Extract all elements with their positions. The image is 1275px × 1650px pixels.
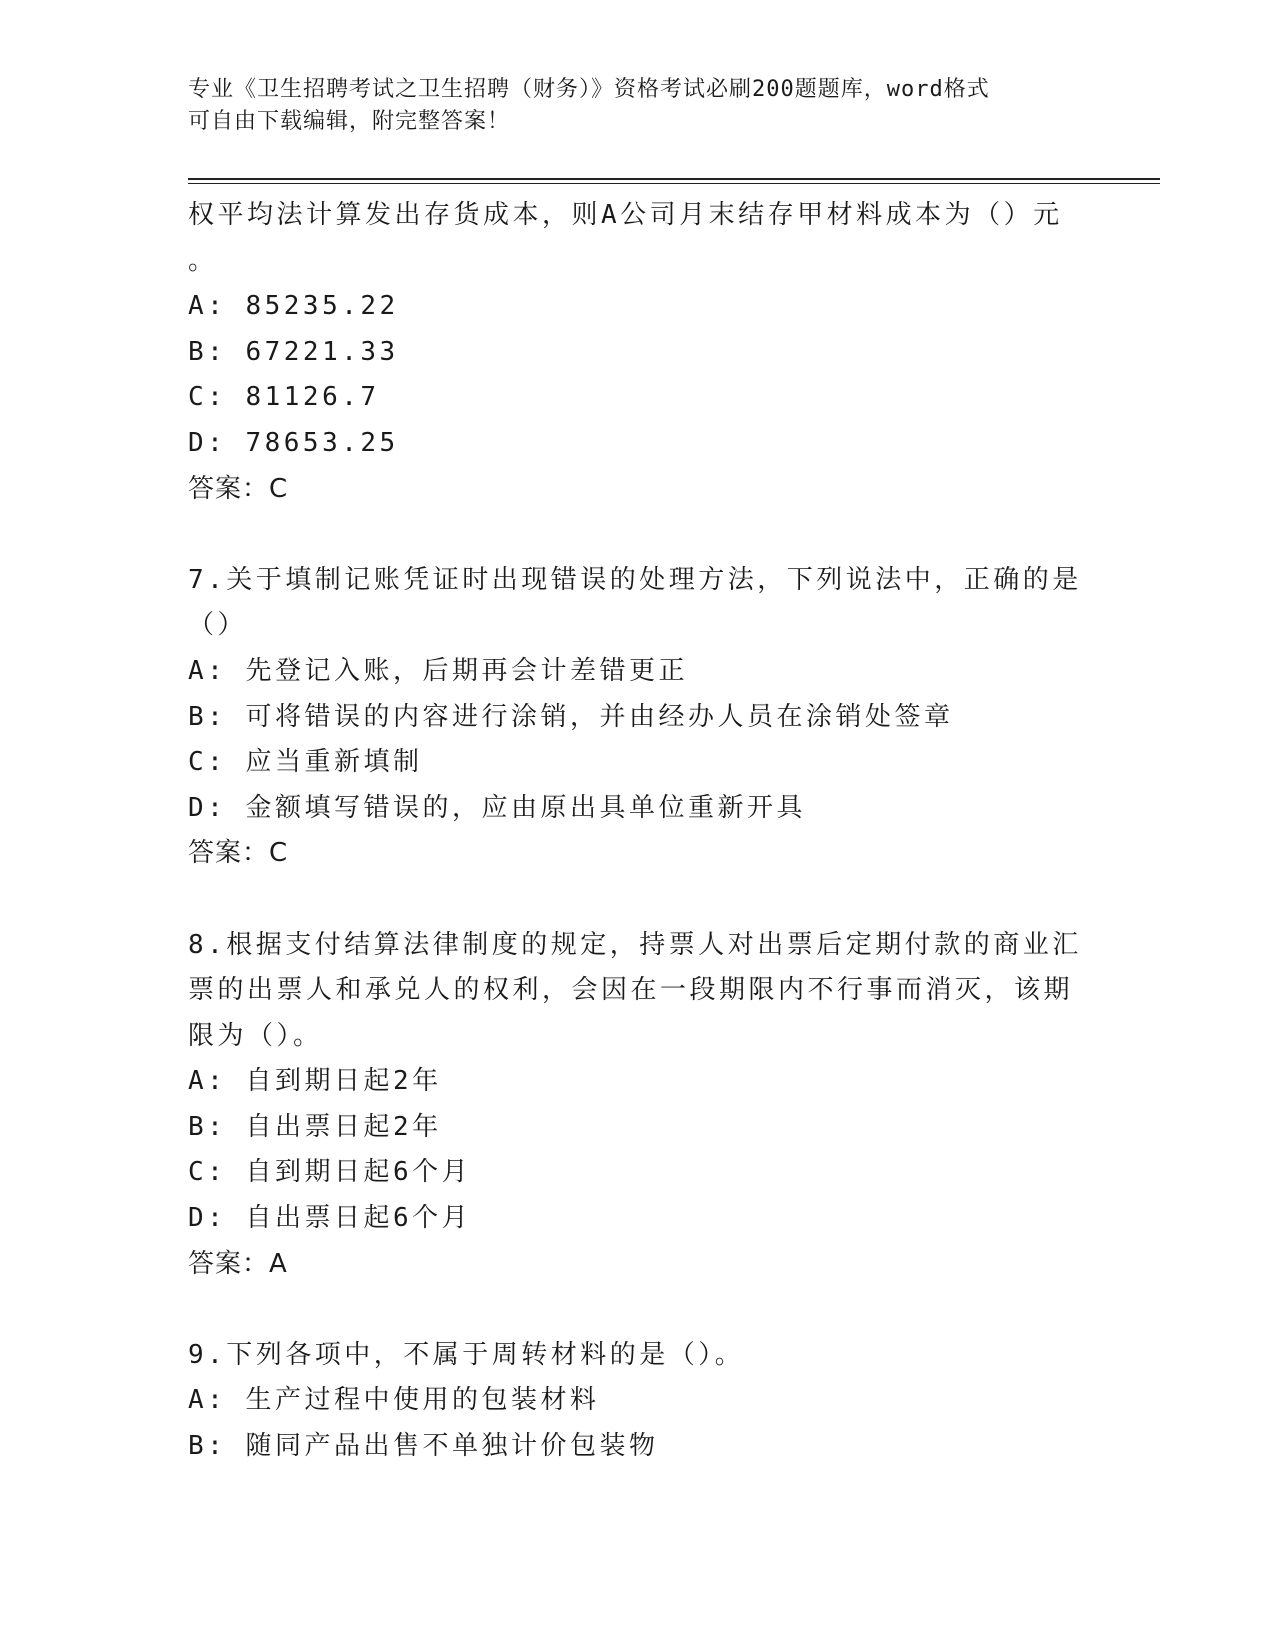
option-d: D: 金额填写错误的，应由原出具单位重新开具 bbox=[188, 792, 806, 823]
option-a: A: 先登记入账，后期再会计差错更正 bbox=[188, 655, 688, 686]
answer: 答案：A bbox=[188, 1248, 288, 1279]
question-stem: 票的出票人和承兑人的权利，会因在一段期限内不行事而消灭，该期 bbox=[188, 975, 1074, 1006]
header-divider-thick bbox=[188, 178, 1160, 180]
spacer bbox=[188, 1287, 1088, 1333]
option-d: D: 78653.25 bbox=[188, 427, 399, 458]
spacer bbox=[188, 877, 1088, 923]
answer: 答案：C bbox=[188, 473, 289, 504]
header-title-line1: 专业《卫生招聘考试之卫生招聘（财务）》资格考试必刷200题题库，word格式 bbox=[188, 77, 990, 102]
option-a: A: 生产过程中使用的包装材料 bbox=[188, 1385, 600, 1416]
option-b: B: 自出票日起2年 bbox=[188, 1111, 442, 1142]
option-c: C: 应当重新填制 bbox=[188, 747, 423, 778]
question-stem: 8.根据支付结算法律制度的规定，持票人对出票后定期付款的商业汇 bbox=[188, 929, 1082, 960]
header-divider-thin bbox=[188, 183, 1160, 184]
header-title-line2: 可自由下载编辑，附完整答案！ bbox=[188, 109, 511, 134]
answer: 答案：C bbox=[188, 838, 289, 869]
question-stem: 。 bbox=[188, 245, 218, 276]
option-c: C: 81126.7 bbox=[188, 382, 380, 413]
option-b: B: 67221.33 bbox=[188, 336, 399, 367]
option-d: D: 自出票日起6个月 bbox=[188, 1203, 472, 1234]
document-header bbox=[188, 74, 1068, 138]
question-6 bbox=[188, 193, 1088, 512]
option-a: A: 85235.22 bbox=[188, 291, 399, 322]
question-7 bbox=[188, 558, 1088, 877]
option-a: A: 自到期日起2年 bbox=[188, 1066, 442, 1097]
question-stem: 9.下列各项中，不属于周转材料的是（）。 bbox=[188, 1339, 745, 1370]
question-8 bbox=[188, 923, 1088, 1288]
question-stem: 限为（）。 bbox=[188, 1020, 323, 1051]
option-c: C: 自到期日起6个月 bbox=[188, 1157, 472, 1188]
question-stem: 7.关于填制记账凭证时出现错误的处理方法，下列说法中，正确的是 bbox=[188, 564, 1082, 595]
question-9 bbox=[188, 1333, 1088, 1470]
question-stem: （） bbox=[188, 610, 248, 641]
option-b: B: 可将错误的内容进行涂销，并由经办人员在涂销处签章 bbox=[188, 701, 954, 732]
question-stem: 权平均法计算发出存货成本，则A公司月末结存甲材料成本为（）元 bbox=[188, 200, 1063, 230]
option-b: B: 随同产品出售不单独计价包装物 bbox=[188, 1431, 659, 1462]
spacer bbox=[188, 512, 1088, 558]
document-body bbox=[188, 193, 1088, 1470]
